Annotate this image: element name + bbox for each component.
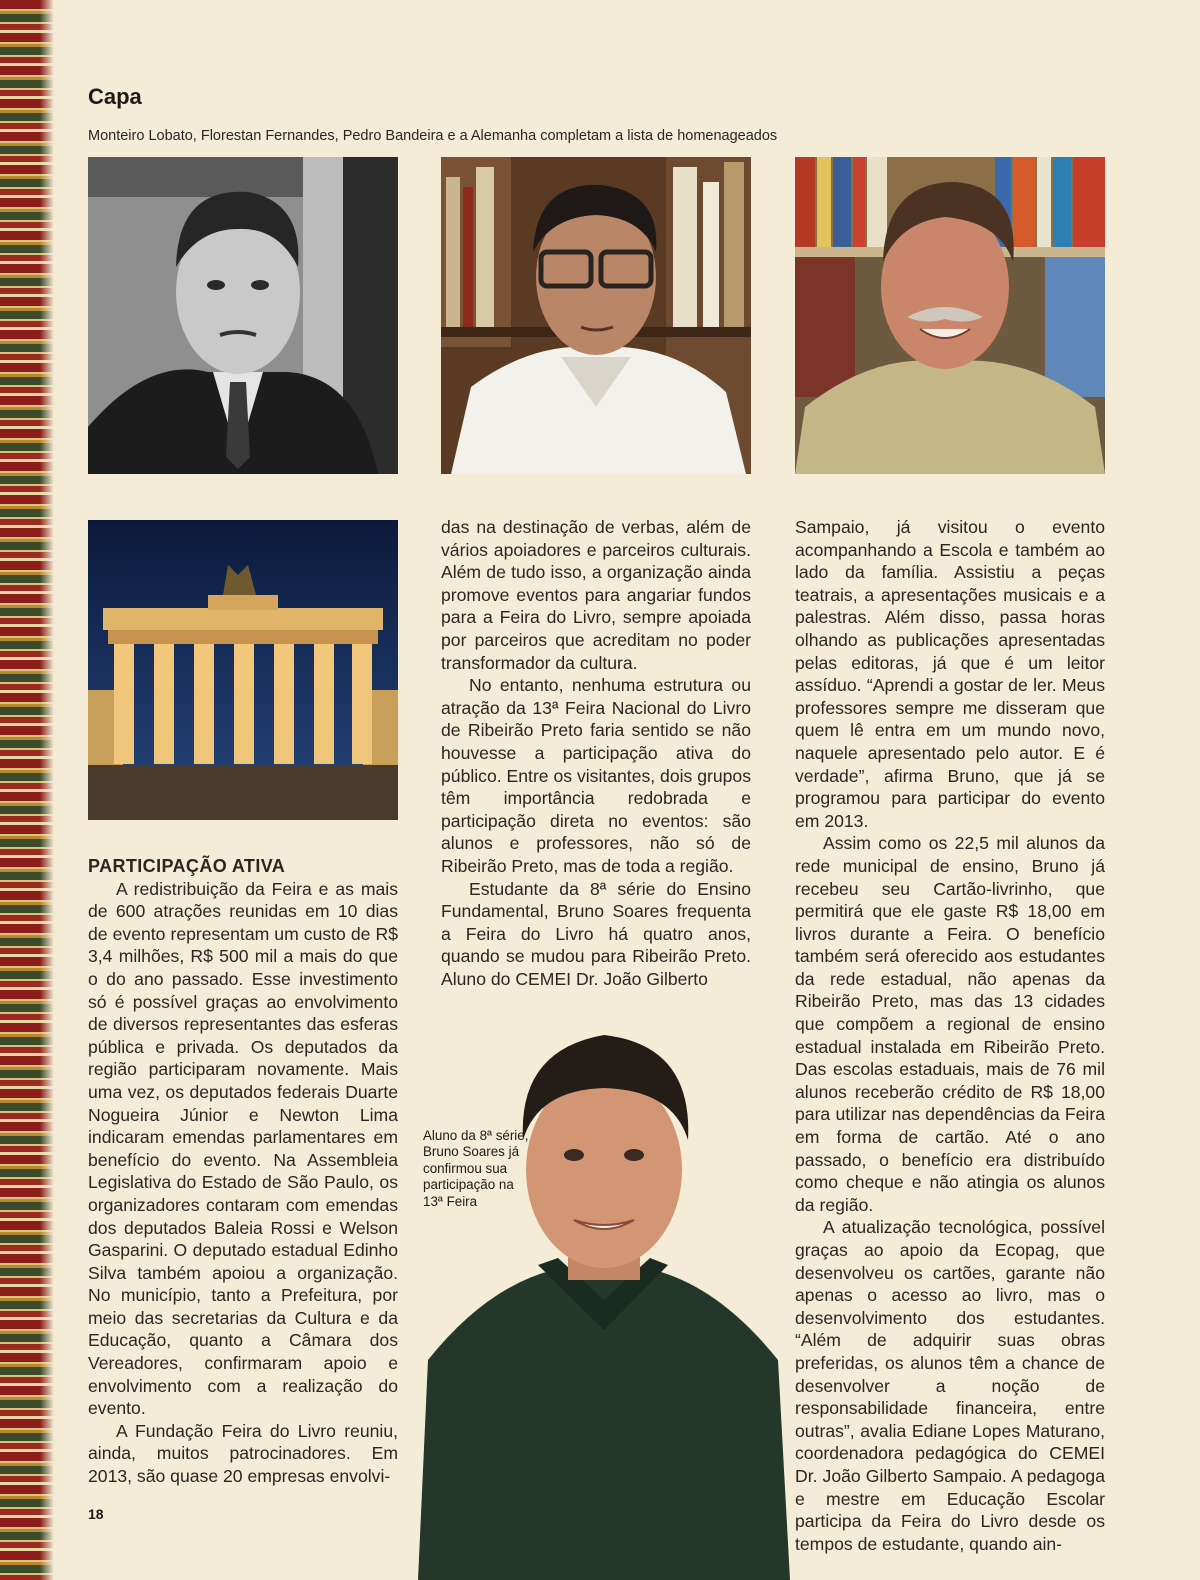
section-title: Capa [88,84,142,109]
paragraph: A redistribuição da Feira e as mais de 600 atrações reunidas em 10 dias de evento representam um custo de R$ 3,4 milhões, R$ 500 mil a mais do que o do ano passado. Esse investimento só é possível graças ao envolvimento de diversos representantes das esferas pública e privada. Os deputados da região participaram novamente. Mais uma vez, os deputados federais Duarte Nogueira Júnior e Newton Lima indicaram emendas parlamentares em benefício do evento. Na Assembleia Legislativa do Estado de São Paulo, os organizadores contaram com emendas dos deputados Baleia Rossi e Welson Gasparini. O deputado estadual Edinho Silva também apoiou a organização. No município, tanto a Prefeitura, por meio das secretarias da Cultura e da Educação, quanto a Câmara dos Vereadores, confirmaram apoio e envolvimento com a realização do evento. [88,878,398,1419]
book-spines-decoration [0,0,54,1580]
paragraph: No entanto, nenhuma estrutura ou atração da 13ª Feira Nacional do Livro de Ribeirão Preto faria sentido se não houvesse a participação ativa do público. Entre os visitantes, dois grupos têm importância redobrada e participação direta no eventos: são alunos e professores, não só de Ribeirão Preto, mas de toda a região. [441,675,752,876]
paragraph: Estudante da 8ª série do Ensino Fundamental, Bruno Soares frequenta a Feira do Livro há quatro anos, quando se mudou para Ribeirão Preto. Aluno do CEMEI Dr. João Gilberto [441,878,751,989]
photo-caption: Aluno da 8ª série, Bruno Soares já confirmou sua participação na 13ª Feira [423,1128,529,1209]
portrait-monteiro-lobato [88,157,398,474]
paragraph: A Fundação Feira do Livro reuniu, ainda, muitos patrocinadores. Em 2013, são quase 20 empresas envolvi- [88,1420,398,1487]
subheading-participacao-ativa: PARTICIPAÇÃO ATIVA [88,856,286,876]
article-column-1 [88,855,398,1488]
page-number: 18 [88,1506,104,1522]
article-column-3 [795,516,1105,1555]
brandenburg-gate-photo [88,520,398,820]
paragraph: Sampaio, já visitou o evento acompanhando a Escola e também ao lado da família. Assistiu a peças teatrais, a apresentações musicais e a palestras. Além disso, passa horas olhando as publicações apresentadas pelas editoras, já que é um leitor assíduo. “Aprendi a gostar de ler. Meus professores sempre me disseram que quem lê entra em um mundo novo, naquele apresentado pelo autor. E é verdade”, afirma Bruno, que já se programou para participar do evento em 2013. [795,517,1105,831]
kicker-line: Monteiro Lobato, Florestan Fernandes, Pedro Bandeira e a Alemanha completam a lista de homenageados [88,128,778,144]
paragraph: das na destinação de verbas, além de vários apoiadores e parceiros culturais. Além de tudo isso, a organização ainda promove eventos para angariar fundos para a Feira do Livro, sempre apoiada por parceiros que acreditam no poder transformador da cultura. [441,517,751,673]
paragraph: Assim como os 22,5 mil alunos da rede municipal de ensino, Bruno já recebeu seu Cartão-livrinho, que permitirá que ele gaste R$ 18,00 em livros durante a Feira. O benefício também será oferecido aos estudantes da rede estadual, não apenas da Ribeirão Preto, mas das 13 cidades que compõem a regional de ensino estadual instalada em Ribeirão Preto. Das escolas estaduais, mais de 76 mil alunos receberão crédito de R$ 18,00 para utilizar nas dependências da Feira em forma de cartão. Até o ano passado, o benefício era distribuído como cheque e não atingia os alunos da região. [795,833,1105,1215]
paragraph: A atualização tecnológica, possível graças ao apoio da Ecopag, que desenvolveu os cartões, garante não apenas o acesso ao livro, mas o desenvolvimento dos estudantes. “Além de adquirir suas obras preferidas, os alunos têm a chance de desenvolver a noção de responsabilidade financeira, entre outras”, avalia Ediane Lopes Maturano, coordenadora pedagógica do CEMEI Dr. João Gilberto Sampaio. A pedagoga e mestre em Educação Escolar participa da Feira do Livro desde os tempos de estudante, quando ain- [795,1217,1105,1554]
student-bruno-soares-photo [418,1030,790,1580]
portrait-florestan-fernandes [441,157,751,474]
article-column-2 [441,516,751,990]
portrait-pedro-bandeira [795,157,1105,474]
